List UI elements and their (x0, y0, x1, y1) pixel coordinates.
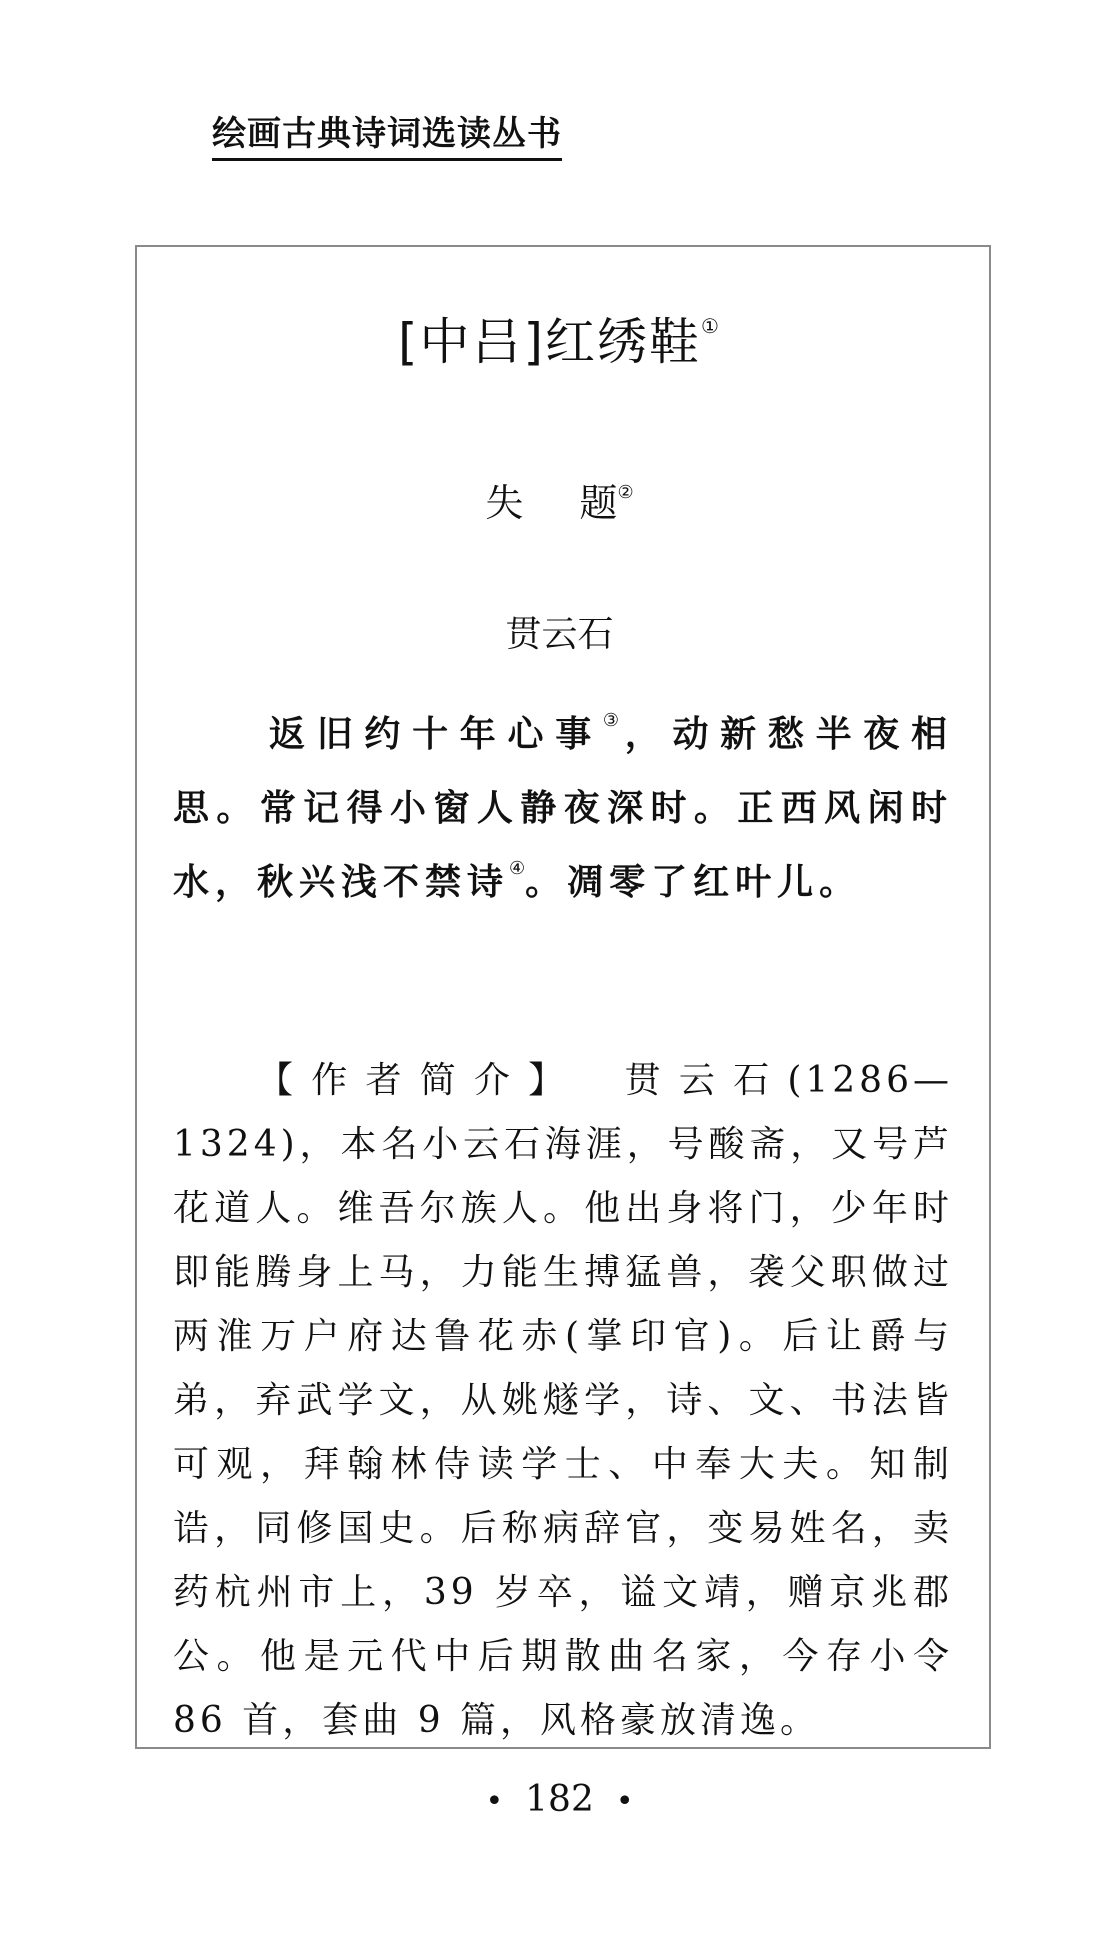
page-bullet-right: • (615, 1784, 634, 1819)
bio-text: 贯云石(1286—1324)，本名小云石海涯，号酸斋，又号芦花道人。维吾尔族人。他出身将门，少年时即能腾身上马，力能生搏猛兽，袭父职做过两淮万户府达鲁花赤(掌印官)。后让爵与弟，弃武学文，从姚燧学，诗、文、书法皆可观，拜翰林侍读学士、中奉大夫。知制诰，同修国史。后称病辞官，变易姓名，卖药杭州市上，39 岁卒，谥文靖，赠京兆郡公。他是元代中后期散曲名家，今存小令 86 首，套曲 9 篇，风格豪放清逸。 (173, 1060, 953, 1741)
footnote-marker-3: ③ (602, 710, 625, 731)
poem-body (173, 698, 953, 920)
poem-title-text: [中吕]红绣鞋 (398, 313, 702, 371)
bio-heading: 【作者简介】 (257, 1060, 583, 1101)
poem-text-part-3: 。凋零了红叶儿。 (525, 862, 862, 903)
subtitle-char-1: 失 (485, 481, 524, 525)
footnote-marker-1: ① (701, 314, 721, 338)
poem-author: 贯云石 (505, 614, 614, 655)
page-number-value: 182 (525, 1779, 594, 1820)
poem-text-part-1: 返旧约十年心事 (269, 714, 603, 755)
footnote-marker-4: ④ (509, 858, 526, 879)
poem-subtitle (0, 478, 1119, 528)
poem-text-part-2: ，动新愁半夜相思。常记得小窗人静夜深时。正西风闲时水，秋兴浅不禁诗 (173, 714, 953, 903)
poem-title (0, 310, 1119, 374)
page-bullet-left: • (485, 1784, 504, 1819)
author-bio (173, 1049, 953, 1753)
subtitle-char-2: 题 (579, 481, 618, 525)
footnote-marker-2: ② (617, 482, 634, 503)
page-number (0, 1778, 1119, 1824)
series-title: 绘画古典诗词选读丛书 (212, 112, 562, 161)
